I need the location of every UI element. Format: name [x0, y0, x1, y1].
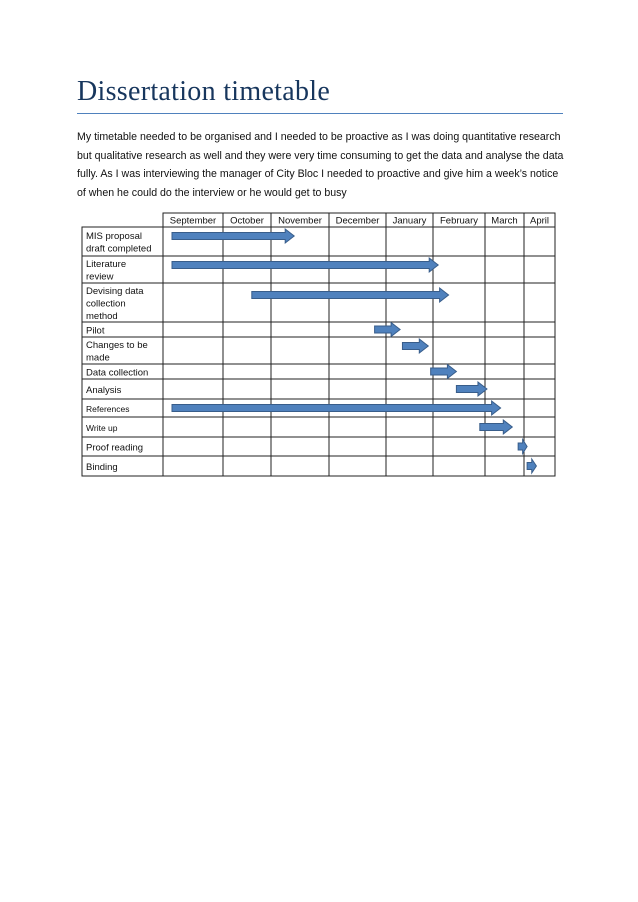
task-bar [431, 365, 457, 379]
month-header: November [278, 215, 322, 227]
task-label: Changes to be [86, 340, 148, 351]
page-title: Dissertation timetable [77, 76, 331, 107]
task-bar [527, 459, 536, 473]
task-label: Analysis [86, 384, 122, 396]
task-bar [518, 440, 527, 454]
month-header: October [230, 215, 264, 227]
month-header: December [335, 215, 380, 227]
month-header: January [392, 215, 427, 227]
task-label: MIS proposal [86, 231, 142, 242]
task-bar [375, 323, 401, 337]
task-bar [252, 288, 449, 302]
task-label: Proof reading [86, 442, 144, 454]
task-bar [172, 401, 501, 415]
task-label: method [86, 310, 118, 322]
month-header: February [439, 215, 479, 227]
task-label: Pilot [86, 325, 105, 337]
task-label: Data collection [86, 367, 149, 379]
month-header: March [491, 215, 518, 227]
task-bar [402, 339, 428, 353]
task-label: Write up [86, 422, 118, 433]
task-label: collection [86, 298, 126, 310]
task-label: Devising data [86, 285, 144, 297]
task-bar [456, 382, 487, 396]
task-label: Literature [86, 259, 127, 270]
task-bar [172, 258, 438, 272]
task-label: draft completed [86, 243, 152, 255]
task-bar [172, 229, 294, 243]
month-header: September [169, 215, 217, 227]
task-label: made [86, 352, 110, 364]
task-label: Binding [86, 461, 118, 473]
task-label: References [86, 403, 130, 414]
task-label: review [86, 271, 114, 283]
intro-paragraph: My timetable needed to be organised and I needed to be proactive as I was doing quantitative research but qualitative research as well and they were very time consuming to get the data and analyse the data fully. As I was interviewing the manager of City Bloc I needed to proactive and give him a week’s notice of when he could do the interview or he would get to busy [77, 131, 564, 200]
month-header: April [529, 215, 550, 227]
